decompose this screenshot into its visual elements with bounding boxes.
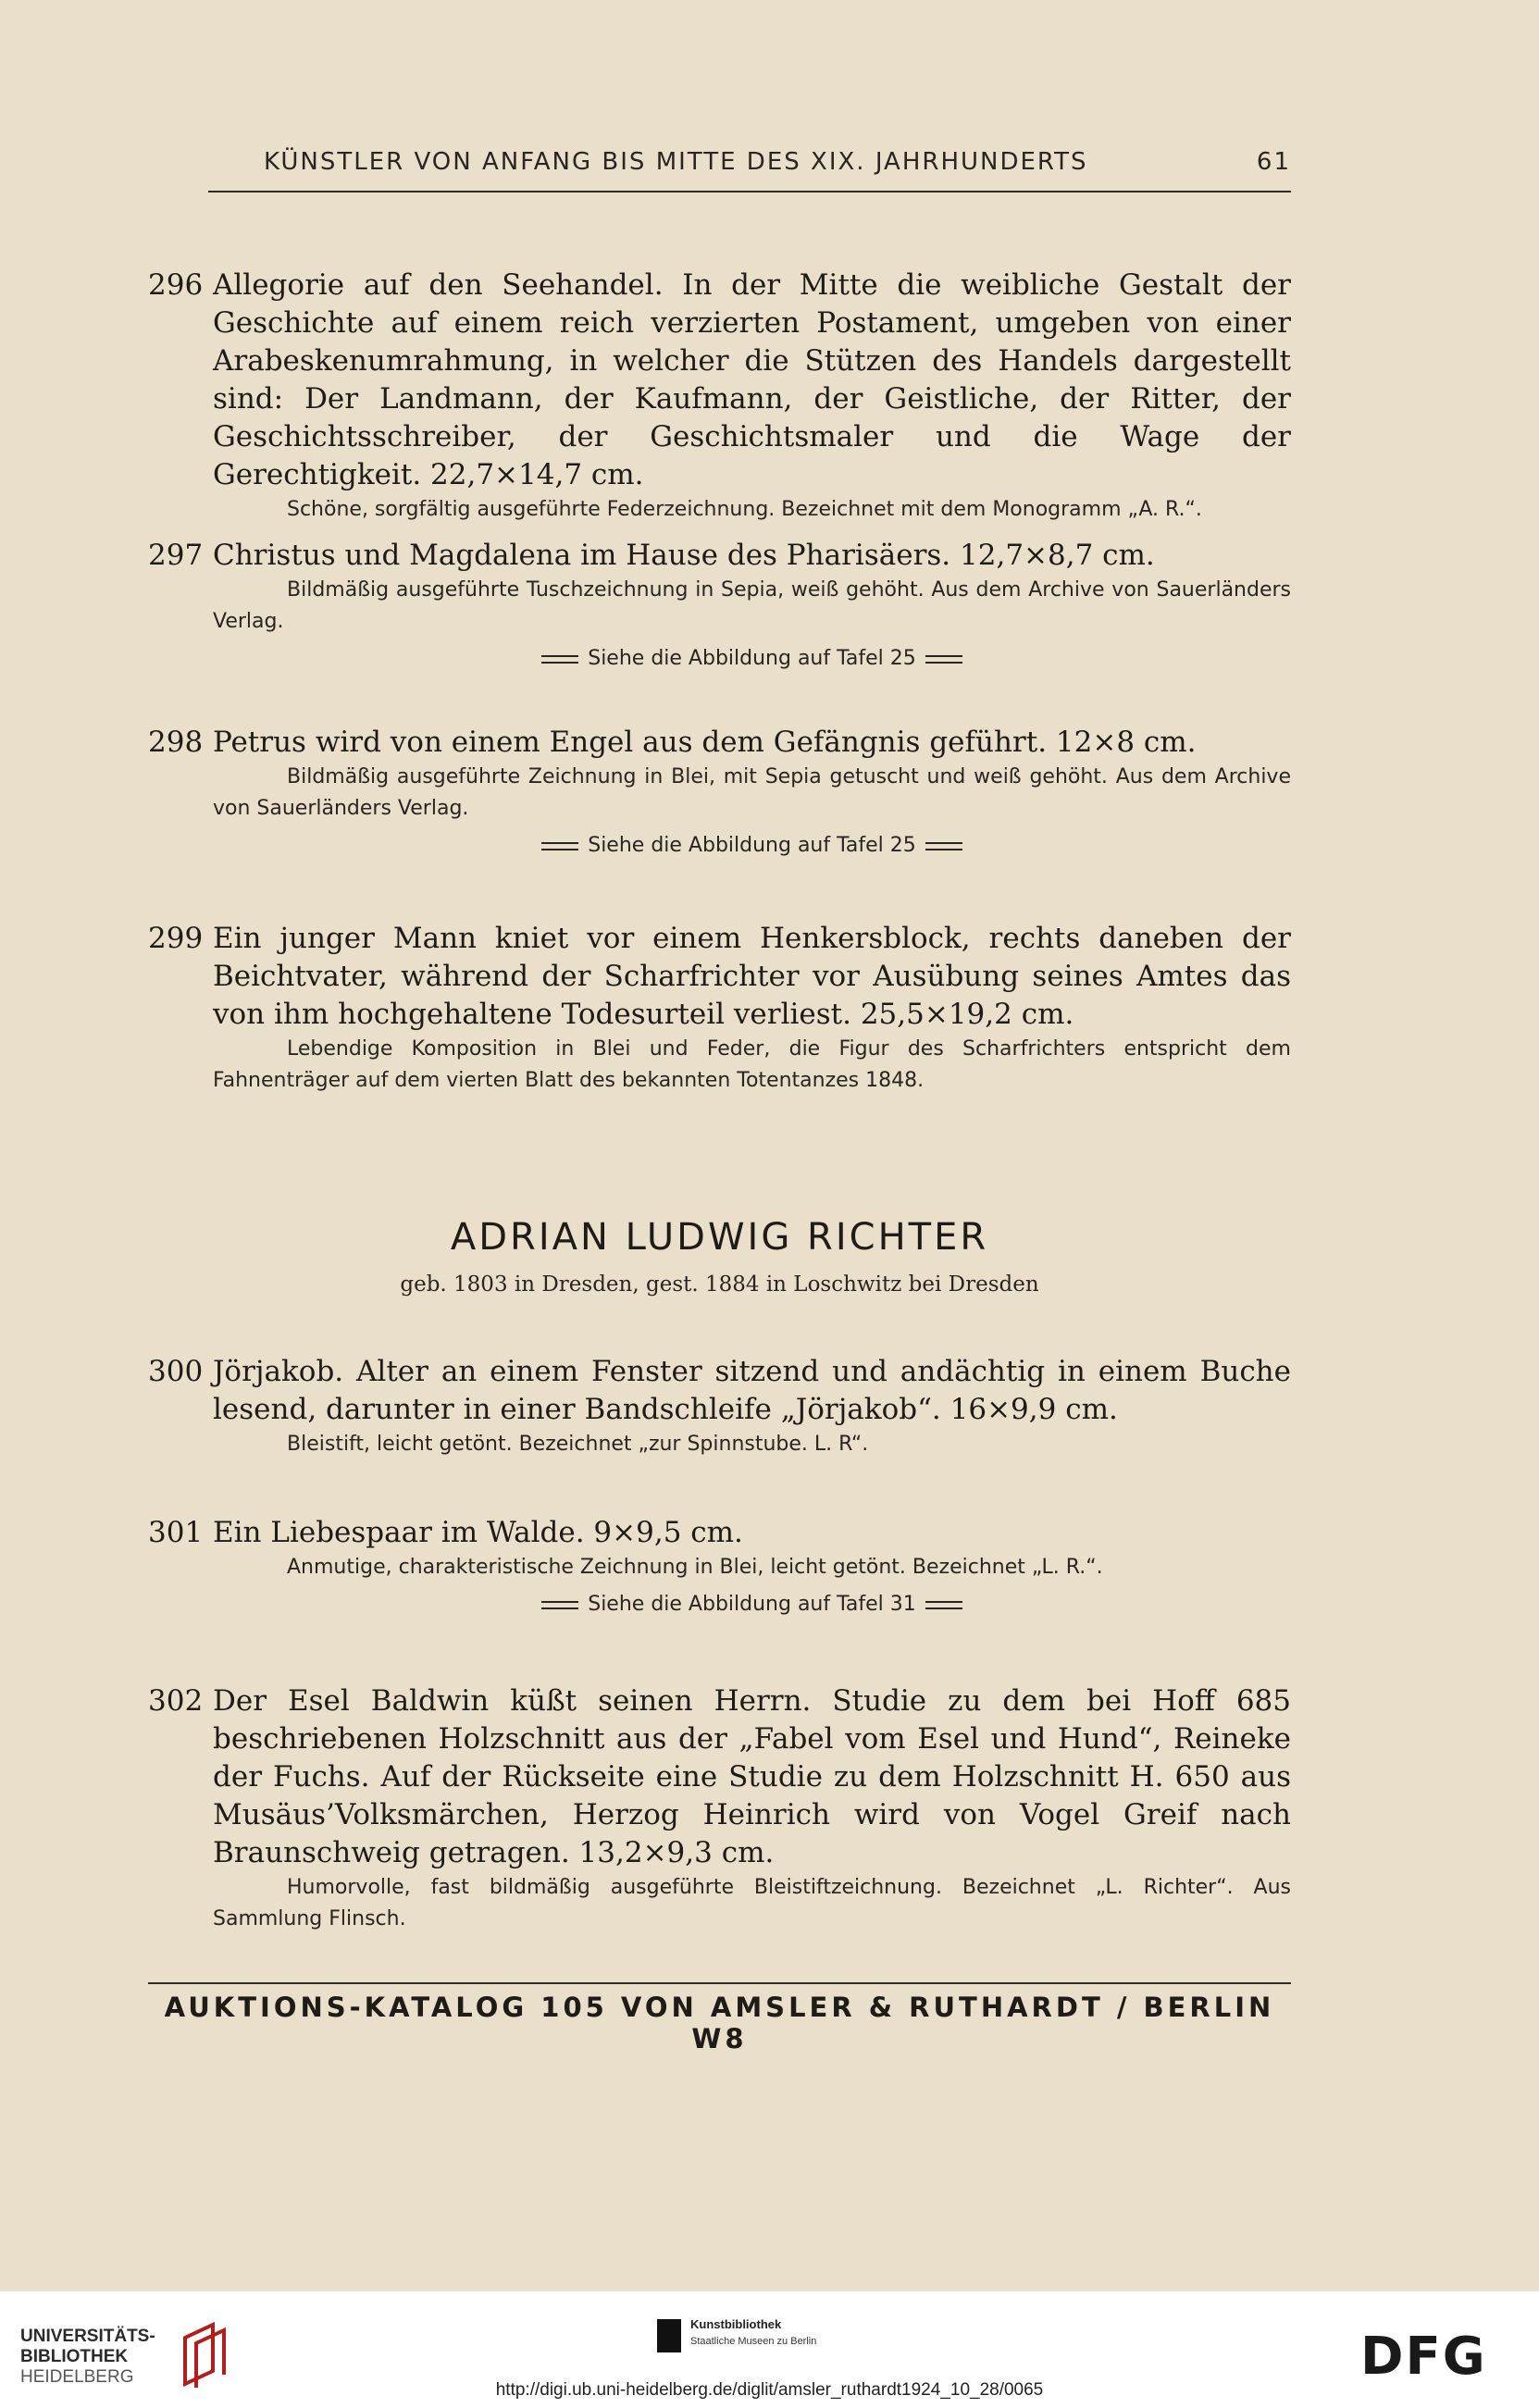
plate-reference: Siehe die Abbildung auf Tafel 25 xyxy=(213,830,1291,862)
entry-text: Petrus wird von einem Engel aus dem Gefängnis geführt. 12×8 cm. xyxy=(213,726,1197,759)
catalog-entry-297 xyxy=(148,537,1291,675)
double-rule-icon xyxy=(925,842,962,850)
double-rule-icon xyxy=(541,655,578,664)
header-rule xyxy=(208,191,1291,192)
entry-text: Allegorie auf den Seehandel. In der Mitte die weibliche Gestalt der Geschichte auf einem reich verzierten Postament, umgeben von einer Arabeskenumrahmung, in welcher die Stützen des Handels dargestellt sind: Der Landmann, der Kaufmann, der Geistliche, der Ritter, der Geschichtsschreiber, der Geschichtsmaler und die Wage der Gerechtigkeit. 22,7×14,7 cm. xyxy=(213,268,1291,491)
entry-note: Bildmäßig ausgeführte Tuschzeichnung in Sepia, weiß gehöht. Aus dem Archive von Sauerländers Verlag. xyxy=(213,578,1291,633)
entry-number: 296 xyxy=(148,268,204,302)
entry-number: 297 xyxy=(148,539,204,572)
entry-note: Schöne, sorgfältig ausgeführte Federzeichnung. Bezeichnet mit dem Monogramm „A. R.“. xyxy=(287,498,1202,521)
kunstbibliothek-mark-icon xyxy=(657,2319,681,2352)
entry-text: Ein Liebespaar im Walde. 9×9,5 cm. xyxy=(213,1516,743,1549)
catalog-entry-302 xyxy=(148,1682,1291,1935)
double-rule-icon xyxy=(541,1601,578,1609)
header-title: KÜNSTLER VON ANFANG BIS MITTE DES XIX. JAHRHUNDERTS xyxy=(264,148,1088,176)
viewer-bottom-bar xyxy=(0,2291,1539,2408)
entry-note: Bildmäßig ausgeführte Zeichnung in Blei, mit Sepia getuscht und weiß gehöht. Aus dem Archive von Sauerländers Verlag. xyxy=(213,765,1291,820)
entry-number: 298 xyxy=(148,726,204,759)
artist-dates: geb. 1803 in Dresden, gest. 1884 in Loschwitz bei Dresden xyxy=(400,1272,1039,1297)
catalog-entry-301 xyxy=(148,1514,1291,1620)
entry-note: Lebendige Komposition in Blei und Feder, die Figur des Scharfrichters entspricht dem Fahnenträger auf dem vierten Blatt des bekannten Totentanzes 1848. xyxy=(213,1037,1291,1092)
double-rule-icon xyxy=(925,655,962,664)
catalog-entry-300 xyxy=(148,1353,1291,1460)
catalog-entry-299 xyxy=(148,920,1291,1097)
entry-text: Der Esel Baldwin küßt seinen Herrn. Studie zu dem bei Hoff 685 beschriebenen Holzschnitt aus der „Fabel vom Esel und Hund“, Reineke der Fuchs. Auf der Rückseite eine Studie zu dem Holzschnitt H. 650 aus Musäus’Volksmärchen, Herzog Heinrich wird von Vogel Greif nach Braunschweig getragen. 13,2×9,3 cm. xyxy=(213,1684,1291,1869)
entry-note: Anmutige, charakteristische Zeichnung in Blei, leicht getönt. Bezeichnet „L. R.“. xyxy=(287,1556,1103,1579)
kunstbibliothek-logo[interactable]: Kunstbibliothek Staatliche Museen zu Berlin xyxy=(657,2306,898,2362)
entry-text: Ein junger Mann kniet vor einem Henkersblock, rechts daneben der Beichtvater, während der Scharfrichter vor Ausübung seines Amtes das von ihm hochgehaltene Todesurteil verliest. 25,5×19,2 cm. xyxy=(213,922,1291,1031)
page-url[interactable]: http://digi.ub.uni-heidelberg.de/diglit/amsler_ruthardt1924_10_28/0065 xyxy=(495,2380,1044,2400)
artist-heading: ADRIAN LUDWIG RICHTER xyxy=(450,1216,989,1259)
dfg-logo[interactable]: DFG xyxy=(1360,2327,1487,2387)
entry-note: Humorvolle, fast bildmäßig ausgeführte Bleistiftzeichnung. Bezeichnet „L. Richter“. Aus Sammlung Flinsch. xyxy=(213,1876,1291,1930)
entry-text: Christus und Magdalena im Hause des Pharisäers. 12,7×8,7 cm. xyxy=(213,539,1155,572)
entry-number: 301 xyxy=(148,1516,204,1549)
footer-rule xyxy=(148,1982,1291,1984)
catalog-entry-296 xyxy=(148,267,1291,526)
entry-text: Jörjakob. Alter an einem Fenster sitzend und andächtig in einem Buche lesend, darunter in einer Bandschleife „Jörjakob“. 16×9,9 cm. xyxy=(213,1355,1291,1426)
entry-note: Bleistift, leicht getönt. Bezeichnet „zur Spinnstube. L. R“. xyxy=(287,1433,869,1456)
ub-heidelberg-logo[interactable]: UNIVERSITÄTS- BIBLIOTHEK HEIDELBERG xyxy=(20,2319,261,2393)
page-number: 61 xyxy=(1256,148,1291,176)
catalog-entry-298 xyxy=(148,724,1291,862)
double-rule-icon xyxy=(541,842,578,850)
plate-reference: Siehe die Abbildung auf Tafel 25 xyxy=(213,643,1291,675)
plate-reference: Siehe die Abbildung auf Tafel 31 xyxy=(213,1589,1291,1620)
entry-number: 302 xyxy=(148,1684,204,1718)
entry-number: 300 xyxy=(148,1355,204,1388)
entry-number: 299 xyxy=(148,922,204,955)
double-rule-icon xyxy=(925,1601,962,1609)
catalog-footer: AUKTIONS-KATALOG 105 VON AMSLER & RUTHARDT / BERLIN W8 xyxy=(164,1992,1275,2054)
